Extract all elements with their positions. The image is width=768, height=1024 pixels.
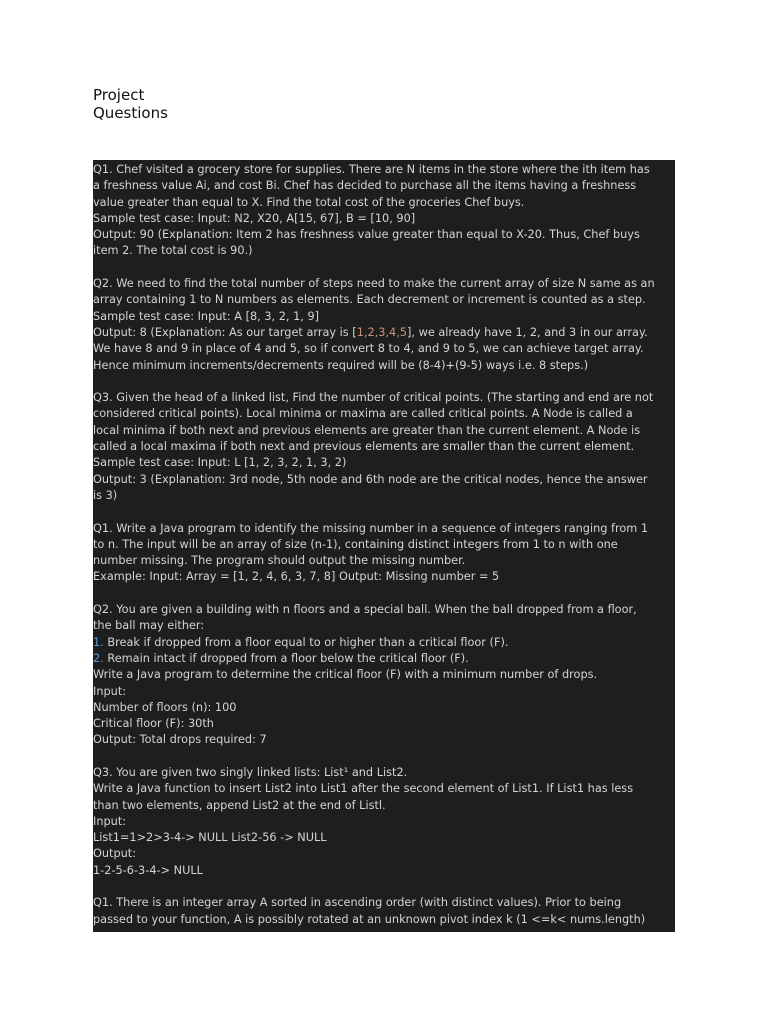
question-line: Q1. Write a Java program to identify the missing number in a sequence of integers ranging from 1 bbox=[93, 521, 649, 535]
list-item bbox=[93, 651, 675, 667]
question-line: number missing. The program should output the missing number. bbox=[93, 554, 466, 568]
target-array-highlight: 1,2,3,4,5 bbox=[356, 325, 407, 339]
list-item-text: Break if dropped from a floor equal to or higher than a critical floor (F). bbox=[103, 635, 509, 649]
sample-output-line: Output: 90 (Explanation: Item 2 has freshness value greater than equal to X-20. Thus, Chef buys bbox=[93, 228, 640, 242]
list-item-number: 1. bbox=[93, 635, 104, 649]
question-line: We have 8 and 9 in place of 4 and 5, so if convert 8 to 4, and 9 to 5, we can achieve target array. bbox=[93, 342, 644, 356]
sample-input-line: Sample test case: Input: L [1, 2, 3, 2, 1, 3, 2) bbox=[93, 456, 347, 470]
question-line: Hence minimum increments/decrements required will be (8-4)+(9-5) ways i.e. 8 steps.) bbox=[93, 358, 589, 372]
input-label-line: Input: bbox=[93, 814, 127, 828]
input-value-line: Critical floor (F): 30th bbox=[93, 717, 214, 731]
list-item-text: Remain intact if dropped from a floor below the critical floor (F). bbox=[103, 651, 469, 665]
input-label-line: Input: bbox=[93, 684, 127, 698]
question-line: a freshness value Ai, and cost Bi. Chef has decided to purchase all the items having a freshness bbox=[93, 179, 637, 193]
output-text-post: ], we already have 1, 2, and 3 in our array. bbox=[407, 325, 648, 339]
page-title-line2: Questions bbox=[93, 104, 168, 122]
blank-line bbox=[93, 260, 675, 276]
questions-code-block bbox=[93, 160, 675, 932]
list-item-number: 2. bbox=[93, 651, 104, 665]
question-line: Write a Java program to determine the critical floor (F) with a minimum number of drops. bbox=[93, 668, 598, 682]
question-line: considered critical points). Local minima or maxima are called critical points. A Node is called a bbox=[93, 407, 633, 421]
question-line: Q1. Chef visited a grocery store for supplies. There are N items in the store where the ith item has bbox=[93, 163, 650, 176]
question-line: item 2. The total cost is 90.) bbox=[93, 244, 253, 258]
page-title bbox=[93, 86, 168, 122]
blank-line bbox=[93, 374, 675, 390]
list-item bbox=[93, 635, 675, 651]
blank-line bbox=[93, 504, 675, 520]
question-line: Q3. You are given two singly linked lists: List¹ and List2. bbox=[93, 765, 408, 779]
input-value-line: Number of floors (n): 100 bbox=[93, 700, 237, 714]
sample-output-line: Output: Total drops required: 7 bbox=[93, 733, 267, 747]
example-line: Example: Input: Array = [1, 2, 4, 6, 3, 7, 8] Output: Missing number = 5 bbox=[93, 570, 500, 584]
question-line: Q2. You are given a building with n floors and a special ball. When the ball dropped from a floor, bbox=[93, 603, 637, 617]
question-line: Q3. Given the head of a linked list, Find the number of critical points. (The starting and end are not bbox=[93, 391, 654, 405]
output-text-pre: Output: 8 (Explanation: As our target array is [ bbox=[93, 325, 357, 339]
question-line: array containing 1 to N numbers as elements. Each decrement or increment is counted as a step. bbox=[93, 293, 646, 307]
blank-line bbox=[93, 749, 675, 765]
output-value-line: 1-2-5-6-3-4-> NULL bbox=[93, 863, 203, 877]
sample-output-line: Output: 3 (Explanation: 3rd node, 5th node and 6th node are the critical nodes, hence the answer bbox=[93, 472, 648, 486]
question-line: value greater than equal to X. Find the total cost of the groceries Chef buys. bbox=[93, 195, 525, 209]
question-line: the ball may either: bbox=[93, 619, 205, 633]
question-line: Write a Java function to insert List2 into List1 after the second element of List1. If List1 has less bbox=[93, 782, 634, 796]
sample-input-line: Sample test case: Input: N2, X20, A[15, 67], B = [10, 90] bbox=[93, 211, 416, 225]
sample-input-line: Sample test case: Input: A [8, 3, 2, 1, 9] bbox=[93, 309, 320, 323]
blank-line bbox=[93, 879, 675, 895]
blank-line bbox=[93, 586, 675, 602]
question-line: to n. The input will be an array of size (n-1), containing distinct integers from 1 to n with one bbox=[93, 537, 618, 551]
page-title-line1: Project bbox=[93, 86, 145, 104]
output-label-line: Output: bbox=[93, 847, 137, 861]
question-line: than two elements, append List2 at the end of Listl. bbox=[93, 798, 386, 812]
question-line: is 3) bbox=[93, 488, 118, 502]
input-value-line: List1=1>2>3-4-> NULL List2-56 -> NULL bbox=[93, 831, 327, 845]
question-line: passed to your function, A is possibly rotated at an unknown pivot index k (1 <=k< nums.length) bbox=[93, 912, 646, 926]
question-line: Q2. We need to find the total number of steps need to make the current array of size N same as an bbox=[93, 277, 655, 291]
question-line: called a local maxima if both next and previous elements are smaller than the current element. bbox=[93, 440, 635, 454]
question-line: Q1. There is an integer array A sorted in ascending order (with distinct values). Prior to being bbox=[93, 896, 622, 910]
sample-output-line bbox=[93, 325, 675, 341]
question-line: local minima if both next and previous elements are greater than the current element. A Node is bbox=[93, 423, 641, 437]
